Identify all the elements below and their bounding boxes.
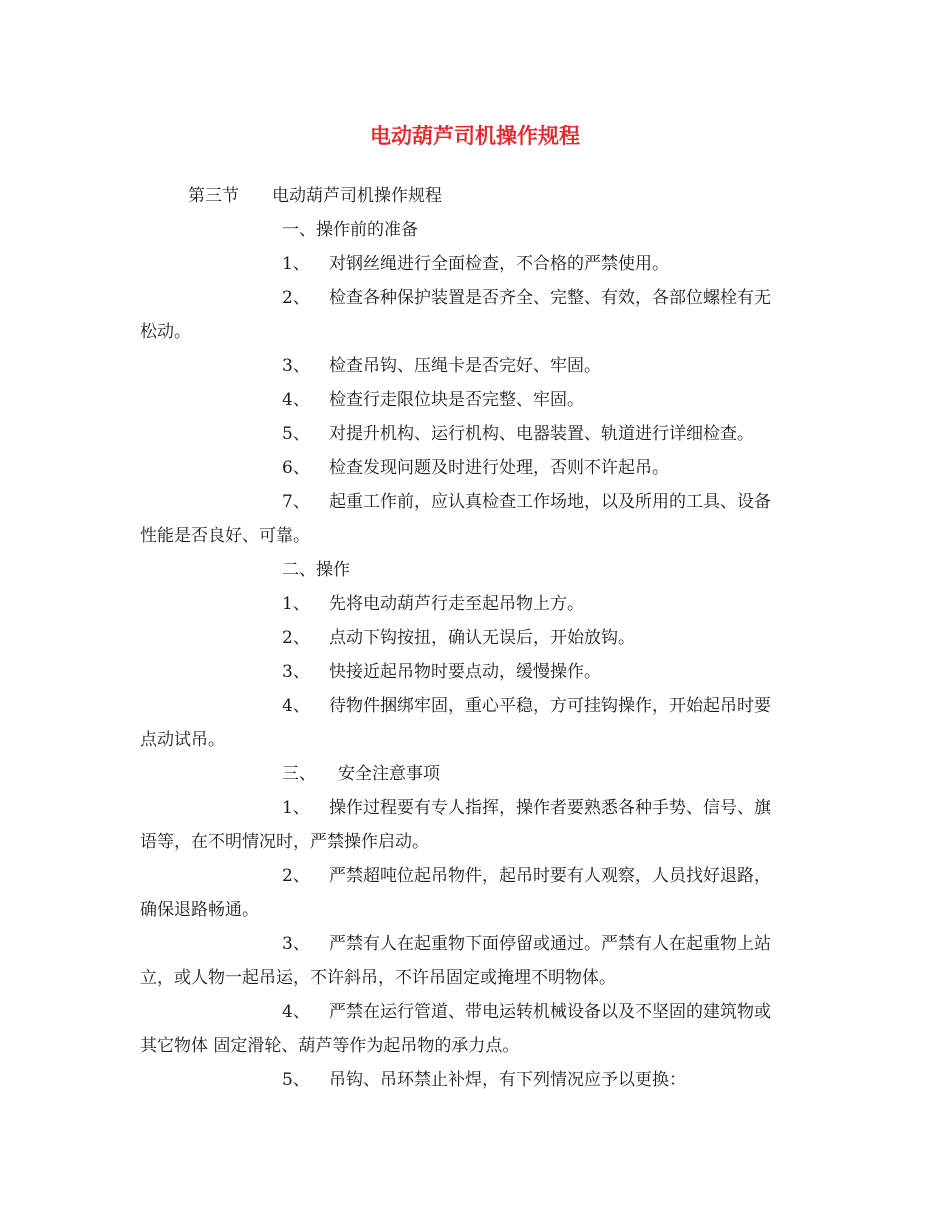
list-item: [282, 660, 601, 684]
item-continuation: 立，或人物一起吊运，不许斜吊，不许吊固定或掩埋不明物体。: [140, 968, 616, 988]
item-continuation: 其它物体 固定滑轮、葫芦等作为起吊物的承力点。: [140, 1036, 520, 1056]
item-text: 检查吊钩、压绳卡是否完好、牢固。: [329, 356, 601, 376]
list-item: [282, 1000, 771, 1024]
item-number: 2、: [282, 288, 310, 308]
list-item: [282, 592, 584, 616]
item-text: 检查行走限位块是否完整、牢固。: [329, 390, 584, 410]
item-number: 6、: [282, 458, 310, 478]
item-number: 4、: [282, 1002, 310, 1022]
section-number: 三、: [282, 764, 316, 784]
list-item: [282, 1068, 686, 1092]
list-item: [282, 354, 601, 378]
item-number: 2、: [282, 866, 310, 886]
list-item: [282, 252, 669, 276]
list-item: [282, 864, 771, 888]
item-text: 检查发现问题及时进行处理，否则不许起吊。: [329, 458, 669, 478]
item-number: 4、: [282, 696, 310, 716]
item-text: 先将电动葫芦行走至起吊物上方。: [329, 594, 584, 614]
section-heading: 二、操作: [282, 560, 350, 580]
item-text: 点动下钩按扭，确认无误后，开始放钩。: [329, 628, 635, 648]
item-number: 7、: [282, 492, 310, 512]
item-number: 3、: [282, 662, 310, 682]
item-continuation: 语等，在不明情况时，严禁操作启动。: [140, 832, 429, 852]
chapter-heading: [188, 184, 442, 208]
item-text: 起重工作前，应认真检查工作场地，以及所用的工具、设备: [329, 492, 771, 512]
item-text: 对钢丝绳进行全面检查，不合格的严禁使用。: [329, 254, 669, 274]
item-text: 对提升机构、运行机构、电器装置、轨道进行详细检查。: [329, 424, 754, 444]
item-text: 待物件捆绑牢固，重心平稳，方可挂钩操作，开始起吊时要: [329, 696, 771, 716]
item-continuation: 松动。: [140, 322, 191, 342]
chapter-number: 第三节: [188, 186, 239, 206]
item-number: 1、: [282, 594, 310, 614]
item-number: 3、: [282, 934, 310, 954]
item-number: 1、: [282, 254, 310, 274]
list-item: [282, 286, 771, 310]
list-item: [282, 422, 754, 446]
item-number: 2、: [282, 628, 310, 648]
item-text: 检查各种保护装置是否齐全、完整、有效，各部位螺栓有无: [329, 288, 771, 308]
section-heading: [282, 762, 440, 786]
section-heading: 一、操作前的准备: [282, 220, 418, 240]
list-item: [282, 626, 635, 650]
list-item: [282, 456, 669, 480]
item-text: 快接近起吊物时要点动，缓慢操作。: [329, 662, 601, 682]
item-text: 吊钩、吊环禁止补焊，有下列情况应予以更换：: [329, 1070, 686, 1090]
item-number: 5、: [282, 1070, 310, 1090]
item-text: 严禁有人在起重物下面停留或通过。严禁有人在起重物上站: [329, 934, 771, 954]
list-item: [282, 490, 771, 514]
item-continuation: 确保退路畅通。: [140, 900, 259, 920]
document-title: 电动葫芦司机操作规程: [370, 124, 580, 148]
list-item: [282, 796, 771, 820]
list-item: [282, 932, 771, 956]
section-title: 安全注意事项: [338, 764, 440, 784]
item-continuation: 性能是否良好、可靠。: [140, 526, 310, 546]
item-continuation: 点动试吊。: [140, 730, 225, 750]
list-item: [282, 388, 584, 412]
item-number: 3、: [282, 356, 310, 376]
chapter-title: 电动葫芦司机操作规程: [272, 186, 442, 206]
item-text: 严禁超吨位起吊物件，起吊时要有人观察，人员找好退路，: [329, 866, 771, 886]
item-number: 1、: [282, 798, 310, 818]
item-text: 操作过程要有专人指挥，操作者要熟悉各种手势、信号、旗: [329, 798, 771, 818]
item-number: 5、: [282, 424, 310, 444]
list-item: [282, 694, 771, 718]
item-text: 严禁在运行管道、带电运转机械设备以及不坚固的建筑物或: [329, 1002, 771, 1022]
item-number: 4、: [282, 390, 310, 410]
